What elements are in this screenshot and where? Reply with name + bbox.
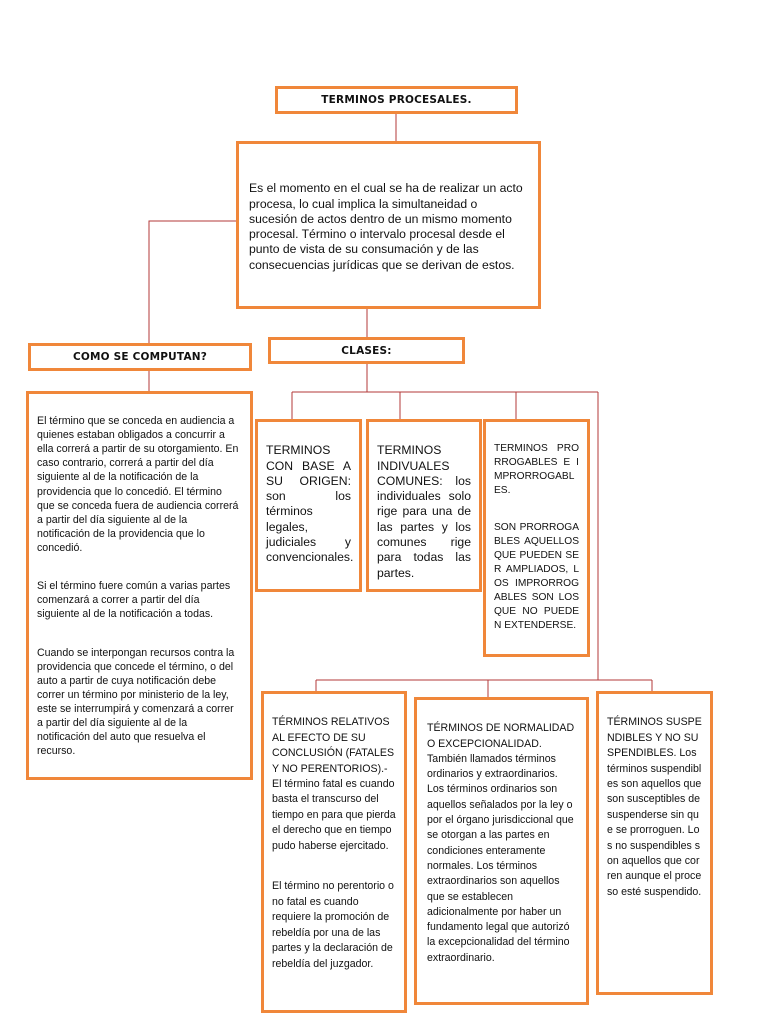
computan-title-box	[28, 343, 252, 371]
relativos-box	[261, 691, 407, 1013]
computan-paragraph-3: Cuando se interpongan recursos contra la providencia que concede el término, o del auto a partir de cuya notificación debe correr un término por ministerio de la ley, este se interrumpirá y comenzará a correr a partir del día siguiente al de la notificación del auto que resuelva el recurso.	[37, 646, 235, 758]
computan-box	[26, 391, 253, 780]
prorrogables-box	[483, 419, 590, 657]
relativos-paragraph-1: TÉRMINOS RELATIVOS AL EFECTO DE SU CONCLUSIÓN (FATALES Y NO PERENTORIOS).- El término fatal es cuando basta el transcurso del tiempo en para que pierda el derecho que en tiempo pudo haberse ejercitado.	[272, 716, 396, 852]
relativos-paragraph-2: El término no perentorio o no fatal es cuando requiere la promoción de rebeldía por una de las partes y la declaración de rebeldía del juzgador.	[272, 880, 394, 970]
prorrogables-body: SON PRORROGABLES AQUELLOS QUE PUEDEN SER AMPLIADOS, LOS IMPRORROGABLES SON LOS QUE NO PUEDEN EXTENDERSE.	[494, 522, 579, 631]
root-title-box	[275, 86, 518, 114]
suspendibles-box	[596, 691, 713, 995]
clases-title-box	[268, 337, 465, 364]
normalidad-box	[414, 697, 589, 1005]
definition-box	[236, 141, 541, 309]
suspendibles-text: TÉRMINOS SUSPENDIBLES Y NO SUSPENDIBLES. Los términos suspendibles son aquellos que son susceptibles de suspenderse sin que se prorroguen. Los no suspendibles son aquellos que corren aunque el proceso esté suspendido.	[607, 716, 702, 898]
computan-paragraph-2: Si el término fuere común a varias partes comenzará a correr a partir del día siguiente al de la notificación a todas.	[37, 580, 231, 621]
normalidad-text: TÉRMINOS DE NORMALIDAD O EXCEPCIONALIDAD. También llamados términos ordinarios y extraordinarios. Los términos ordinarios son aquellos señalados por la ley o por el órgano jurisdiccional que se otorgan a las partes en condiciones enteramente normales. Los términos extraordinarios son aquellos que se establecen adicionalmente por haber un fundamento legal que autorizó la excepcionalidad del término extraordinario.	[427, 722, 575, 964]
clases-title: CLASES:	[341, 344, 392, 357]
prorrogables-title: TERMINOS PRORROGABLES E IMPRORROGABLES.	[494, 442, 579, 496]
individuales-box	[366, 419, 482, 592]
origen-text: TERMINOS CON BASE A SU ORIGEN: son los términos legales, judiciales y convencionales.	[266, 443, 354, 565]
definition-text: Es el momento en el cual se ha de realizar un acto procesa, lo cual implica la simultaneidad o sucesión de actos dentro de un mismo momento procesal. Término o intervalo procesal desde el punto de vista de su consumación y de las consecuencias jurídicas que se derivan de estos.	[249, 181, 523, 272]
root-title: TERMINOS PROCESALES.	[321, 94, 472, 106]
computan-title: COMO SE COMPUTAN?	[72, 351, 208, 363]
origen-box	[255, 419, 362, 592]
computan-paragraph-1: El término que se conceda en audiencia a quienes estaban obligados a concurrir a ella correrá a partir de su otorgamiento. En caso contrario, correrá a partir del día siguiente al de la notificación de la providencia que lo concedió. El término que se conceda fuera de audiencia correrá a partir del día siguiente al de la notificación de la providencia que lo concedió.	[37, 415, 239, 554]
connector-definition-computan	[149, 221, 237, 344]
individuales-text: TERMINOS INDIVUALES COMUNES: los individuales solo rige para una de las partes y los comunes rige para todas las partes.	[377, 443, 471, 580]
